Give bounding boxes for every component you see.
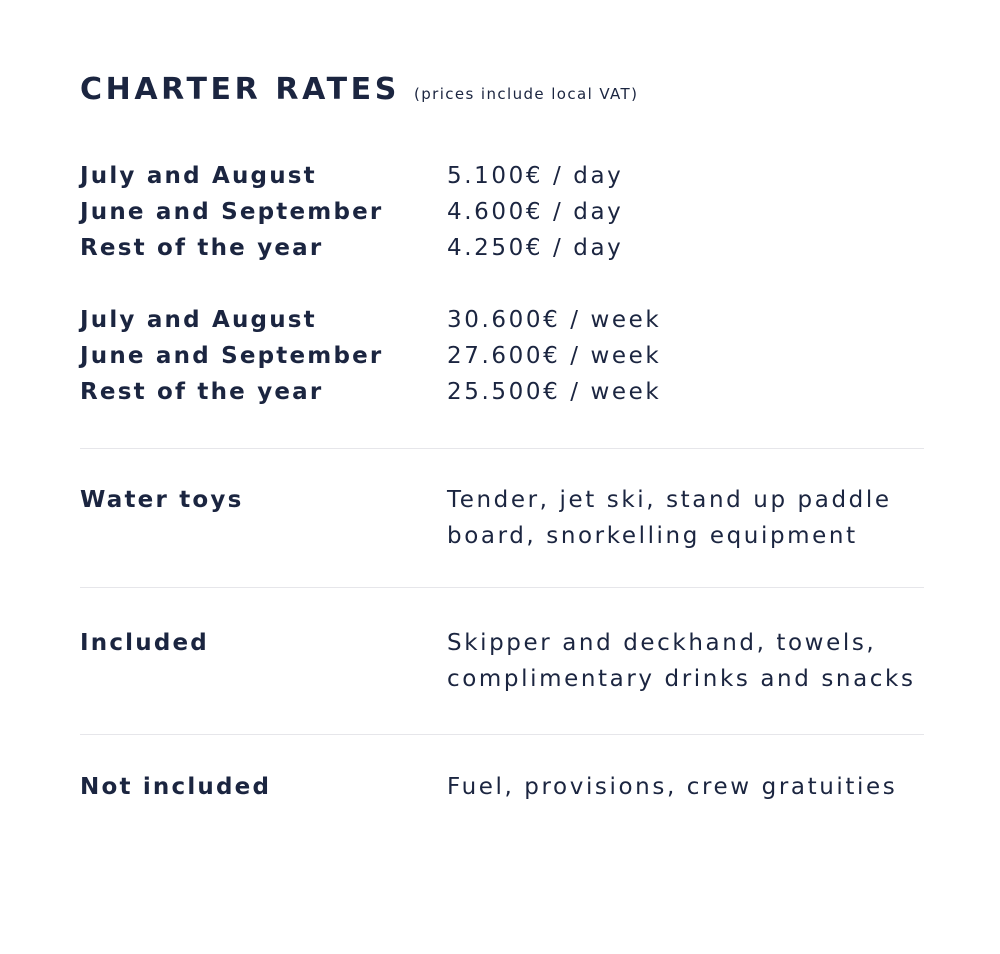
rate-price: 25.500€ / week [447,379,662,405]
detail-line: complimentary drinks and snacks [447,666,916,692]
daily-rates-table [80,158,924,266]
page-subtitle: (prices include local VAT) [413,85,639,103]
weekly-rates-table [80,302,924,410]
section-divider [80,587,924,588]
page-title: CHARTER RATES [80,72,400,107]
detail-line: Skipper and deckhand, towels, [447,630,877,656]
rate-price: 5.100€ / day [447,163,624,189]
rate-price: 27.600€ / week [447,343,662,369]
rate-period: July and August [80,163,317,189]
detail-value [447,482,924,554]
rate-row [80,194,924,230]
section-divider [80,448,924,449]
rate-period: Rest of the year [80,235,324,261]
rate-price: 4.250€ / day [447,235,624,261]
rate-period: June and September [80,199,384,225]
rate-period: Rest of the year [80,379,324,405]
rate-period: July and August [80,307,317,333]
title-row [80,72,638,107]
rate-price: 30.600€ / week [447,307,662,333]
detail-value [447,625,924,697]
rate-row [80,338,924,374]
rate-period: June and September [80,343,384,369]
detail-label: Included [80,630,209,656]
rate-row [80,302,924,338]
rate-price: 4.600€ / day [447,199,624,225]
rate-row [80,374,924,410]
detail-label: Water toys [80,487,244,513]
detail-value [447,769,924,805]
rate-row [80,230,924,266]
rate-row [80,158,924,194]
detail-line: Tender, jet ski, stand up paddle [447,487,892,513]
detail-label: Not included [80,774,272,800]
section-divider [80,734,924,735]
detail-line: Fuel, provisions, crew gratuities [447,774,898,800]
detail-line: board, snorkelling equipment [447,523,858,549]
